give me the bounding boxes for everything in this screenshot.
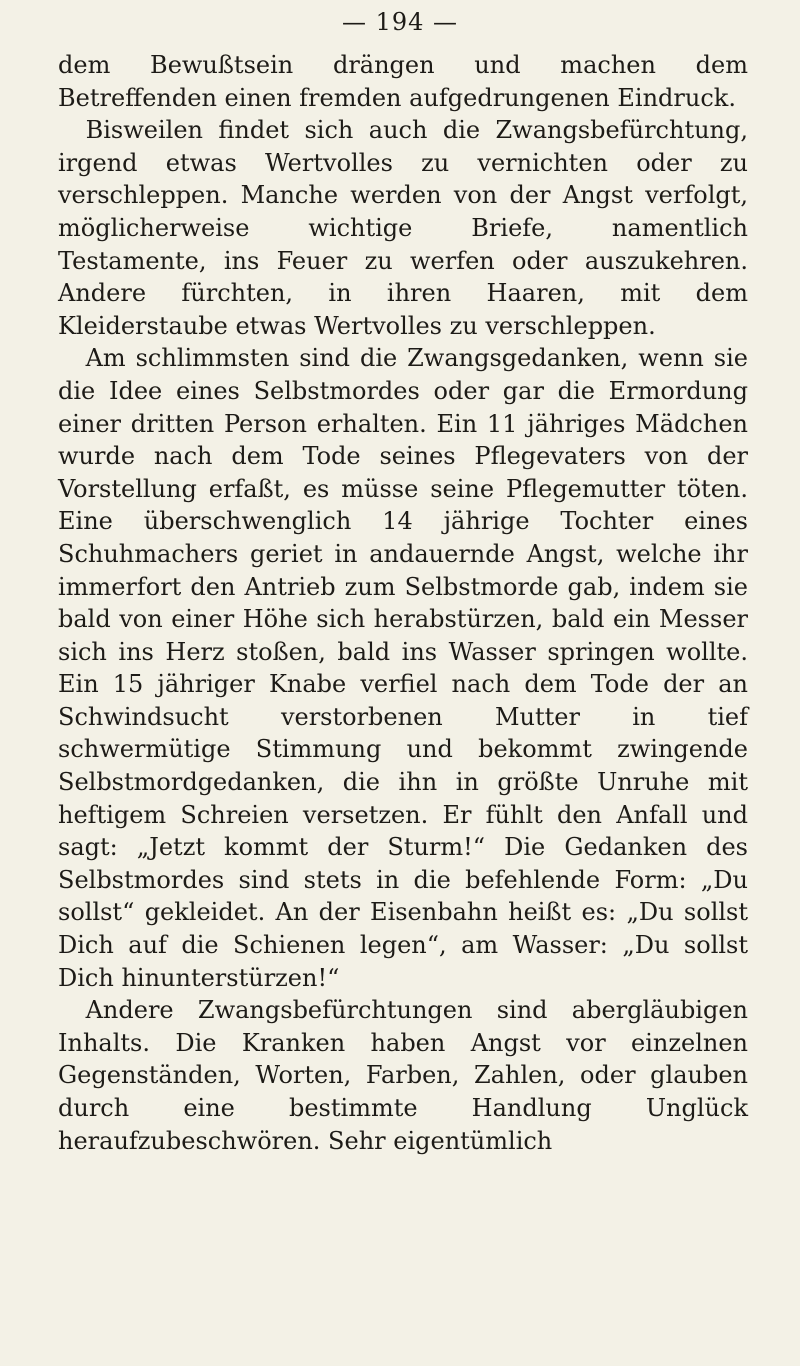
paragraph-3: Am schlimmsten sind die Zwangsgedanken, wenn sie die Idee eines Selbstmordes oder gar die Ermordung einer dritten Person erhalten. Ein 11 jähriges Mädchen wurde nach dem Tode seines Pflegevaters von der Vorstellung erfaßt, es müsse seine Pflegemutter töten. Eine überschwenglich 14 jährige Tochter eines Schuhmachers geriet in andauernde Angst, welche ihr immerfort den Antrieb zum Selbstmorde gab, indem sie bald von einer Höhe sich herabstürzen, bald ein Messer sich ins Herz stoßen, bald ins Wasser springen wollte. Ein 15 jähriger Knabe verfiel nach dem Tode der an Schwindsucht verstorbenen Mutter in tief schwermütige Stimmung und bekommt zwingende Selbstmordgedanken, die ihn in größte Unruhe mit heftigem Schreien versetzen. Er fühlt den Anfall und sagt: „Jetzt kommt der Sturm!“ Die Gedanken des Selbstmordes sind stets in die befehlende Form: „Du sollst“ gekleidet. An der Eisenbahn heißt es: „Du sollst Dich auf die Schienen legen“, am Wasser: „Du sollst Dich hinunterstürzen!“ [58,344,748,992]
paragraph-4: Andere Zwangsbefürchtungen sind abergläubigen Inhalts. Die Kranken haben Angst vor einzelnen Gegenständen, Worten, Farben, Zahlen, oder glauben durch eine bestimmte Handlung Unglück heraufzubeschwören. Sehr eigentümlich [58,996,748,1155]
page-number: — 194 — [341,8,459,36]
paragraph-1: dem Bewußtsein drängen und machen dem Betreffenden einen fremden aufgedrungenen Eindruck. [58,51,748,112]
paragraph-2: Bisweilen findet sich auch die Zwangsbefürchtung, irgend etwas Wertvolles zu vernichten oder zu verschleppen. Manche werden von der Angst verfolgt, möglicherweise wichtige Briefe, namentlich Testamente, ins Feuer zu werfen oder auszukehren. Andere fürchten, in ihren Haaren, mit dem Kleiderstaube etwas Wertvolles zu verschleppen. [58,116,748,340]
body-text [58,49,748,1157]
